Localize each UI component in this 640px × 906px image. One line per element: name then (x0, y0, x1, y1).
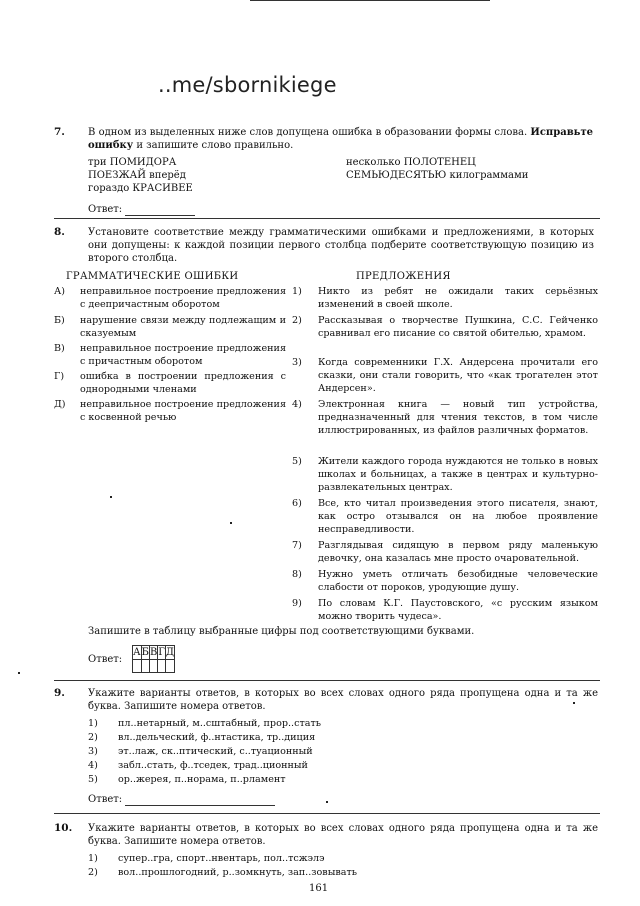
q7-word: ПОЕЗЖАЙ вперёд (88, 170, 186, 182)
q8-sentence-key: 5) (292, 456, 302, 467)
scan-speck (230, 522, 232, 524)
q7-text (88, 126, 593, 152)
q8-error-item (54, 342, 286, 372)
q8-sentence-text: Разглядывая сидящую в первом ряду маленькую девочку, она казалась мне просто очаровательной. (318, 540, 598, 565)
q8-sentence-text: Никто из ребят не ожидали таких серьёзных изменений в своей школе. (318, 286, 598, 311)
q8-sentence-text: Жители каждого города нуждаются не только в новых школах и больницах, а также в центрах и культурно-развлекательных центрах. (318, 456, 598, 494)
q9-option-key: 2) (88, 732, 98, 743)
q8-error-key: В) (54, 343, 65, 354)
q8-sentence-key: 7) (292, 540, 302, 551)
q8-table-letter: Д (165, 647, 175, 658)
q7-word: несколько ПОЛОТЕНЕЦ (346, 157, 476, 168)
divider (54, 813, 600, 814)
q8-sentence-key: 8) (292, 569, 302, 580)
page-number: 161 (309, 883, 329, 894)
q8-sentence-text: Нужно уметь отличать безобидные человеческие слабости от пороков, уродующие душу. (318, 569, 598, 594)
q9-text: Укажите варианты ответов, в которых во всех словах одного ряда пропущена одна и та же буква. Запишите номера ответов. (88, 688, 598, 713)
q8-table-instruction: Запишите в таблицу выбранные цифры под соответствующими буквами. (88, 626, 475, 637)
q8-table-letter: А (133, 647, 141, 658)
q8-error-text: ошибка в построении предложения с однородными членами (80, 371, 286, 396)
q7-number: 7. (54, 126, 65, 138)
q9-option-key: 5) (88, 774, 98, 785)
q9-option-text: пл..нетарный, м..сштабный, прор..стать (118, 718, 322, 729)
q7-word: три ПОМИДОРА (88, 157, 177, 168)
q10-option-text: супер..гра, спорт..нвентарь, пол..тсжэлэ (118, 853, 325, 864)
q8-answer-cell[interactable] (133, 660, 142, 673)
q8-table-letter: В (149, 647, 158, 658)
q10-option-key: 2) (88, 867, 98, 878)
q8-sentence-text: По словам К.Г. Паустовского, «с русским языком можно творить чудеса». (318, 598, 598, 623)
q8-error-text: неправильное построение предложения с причастным оборотом (80, 343, 286, 368)
q9-option-text: эт..лаж, ск..птический, с..туационный (118, 746, 313, 757)
q7-answer-field[interactable] (125, 204, 195, 216)
q7-words-left (88, 156, 193, 196)
q8-error-key: Б) (54, 315, 65, 326)
q9-answer-row (88, 793, 275, 806)
q8-answer-table (132, 645, 175, 673)
q9-option-text: забл..стать, ф..тседек, трад..ционный (118, 760, 308, 771)
q9-option-text: ор..жерея, п..норама, п..рламент (118, 774, 286, 785)
q10-text: Укажите варианты ответов, в которых во всех словах одного ряда пропущена одна и та же буква. Запишите номера ответов. (88, 823, 598, 848)
q8-error-item (54, 370, 286, 400)
q8-text: Установите соответствие между грамматическими ошибками и предложениями, в которых они допущены: к каждой позиции первого столбца подберите соответствующую позицию из второго столбца. (88, 227, 594, 265)
q7-answer-row (88, 203, 195, 216)
scan-speck (18, 672, 20, 674)
q7-word: СЕМЬЮДЕСЯТЬЮ килограммами (346, 170, 529, 182)
q8-answer-cell[interactable] (149, 660, 157, 673)
q8-answer-label: Ответ: (88, 654, 123, 665)
q9-option-key: 4) (88, 760, 98, 771)
q8-table-letter: Г (158, 647, 165, 658)
q8-error-key: А) (54, 286, 66, 297)
q7-words-right (346, 156, 528, 182)
q8-sentence-key: 3) (292, 357, 302, 368)
q7-answer-label: Ответ: (88, 204, 123, 215)
q8-error-item (54, 398, 286, 428)
top-rule (250, 0, 490, 1)
q8-sentence-text: Когда современники Г.Х. Андерсена прочитали его сказки, они стали говорить, что «как трогателен этот Андерсен». (318, 357, 598, 395)
q8-sentence-text: Электронная книга — новый тип устройства, предназначенный для чтения текстов, в том числе иллюстрированных, из файлов различных форматов. (318, 399, 598, 437)
q8-sentence-key: 2) (292, 315, 302, 326)
q8-col-right-head: ПРЕДЛОЖЕНИЯ (356, 271, 451, 282)
q8-error-text: неправильное построение предложения с косвенной речью (80, 399, 286, 424)
q8-sentence-key: 1) (292, 286, 302, 297)
q9-answer-field[interactable] (125, 794, 275, 806)
scan-speck (326, 801, 328, 803)
q8-error-text: нарушение связи между подлежащим и сказуемым (80, 315, 286, 340)
q8-answer-cell[interactable] (158, 660, 166, 673)
q8-error-text: неправильное построение предложения с деепричастным оборотом (80, 286, 286, 311)
q9-option-text: вл..дельческий, ф..нтастика, тр..диция (118, 732, 316, 743)
q8-answer-cell[interactable] (165, 660, 174, 673)
q8-sentence-text: Рассказывая о творчестве Пушкина, С.С. Гейченко сравнивал его писание со святой обителью, храмом. (318, 315, 598, 340)
watermark-text: ..me/sbornikiege (158, 73, 337, 97)
q8-col-left-head: ГРАММАТИЧЕСКИЕ ОШИБКИ (66, 271, 239, 282)
q10-option-text: вол..прошлогодний, р..зомкнуть, зап..зовывать (118, 867, 357, 878)
q8-error-item (54, 285, 286, 315)
q8-sentence-key: 4) (292, 399, 302, 410)
q7-instruction-bold: Исправьте ошибку (88, 127, 593, 152)
q10-number: 10. (54, 822, 73, 834)
q9-option-key: 3) (88, 746, 98, 757)
q7-word: гораздо КРАСИВЕЕ (88, 183, 193, 195)
q10-option-key: 1) (88, 853, 98, 864)
q9-answer-label: Ответ: (88, 794, 123, 805)
q7-intro: В одном из выделенных ниже слов допущена ошибка в образовании формы слова. (88, 127, 528, 138)
q8-table-letter: Б (141, 647, 149, 658)
q9-option-key: 1) (88, 718, 98, 729)
q8-number: 8. (54, 226, 65, 238)
q8-error-key: Г) (54, 371, 65, 382)
q8-answer-cell[interactable] (141, 660, 149, 673)
scan-speck (573, 702, 575, 704)
divider (54, 218, 600, 219)
q8-sentence-key: 6) (292, 498, 302, 509)
q8-error-key: Д) (54, 399, 66, 410)
divider (54, 680, 600, 681)
q7-instruction-rest: и запишите слово правильно. (136, 140, 294, 152)
q8-sentence-key: 9) (292, 598, 302, 609)
scan-speck (110, 496, 112, 498)
q8-sentence-text: Все, кто читал произведения этого писателя, знают, как остро отзывался он на любое проявление несправедливости. (318, 498, 598, 536)
q9-number: 9. (54, 687, 65, 699)
q8-error-item (54, 314, 286, 344)
